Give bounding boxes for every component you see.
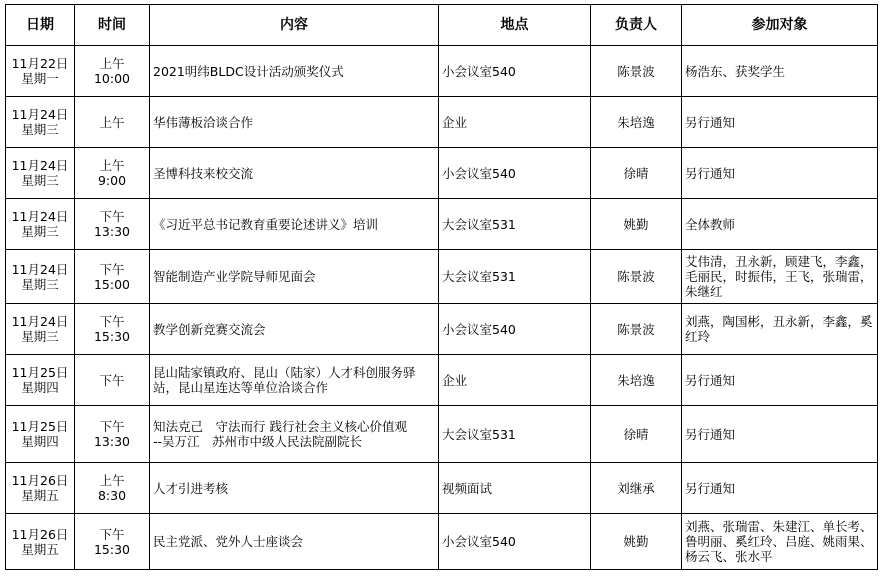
table-row (6, 304, 878, 355)
time-cell-line: 下午 (99, 261, 125, 277)
date-cell-line: 11月22日 (11, 56, 69, 71)
time-cell (75, 199, 150, 250)
time-cell-line: 下午 (99, 526, 125, 542)
content-cell: 2021明纬BLDC设计活动颁奖仪式 (150, 46, 439, 97)
person-cell: 徐晴 (591, 148, 682, 199)
time-cell-line: 10:00 (93, 71, 131, 86)
time-cell-line: 上午 (99, 473, 125, 488)
date-cell-line: 星期三 (21, 329, 59, 344)
content-cell: 民主党派、党外人士座谈会 (150, 514, 439, 570)
date-cell (6, 514, 75, 570)
date-cell (6, 97, 75, 148)
date-cell-line: 星期三 (21, 173, 59, 188)
attendees-cell: 杨浩东、获奖学生 (682, 46, 878, 97)
attendees-cell: 另行通知 (682, 148, 878, 199)
location-cell: 视频面试 (439, 463, 591, 514)
content-cell: 圣博科技来校交流 (150, 148, 439, 199)
time-cell (75, 250, 150, 304)
time-cell-line: 上午 (99, 114, 125, 130)
header-person: 负责人 (591, 5, 682, 46)
attendees-cell: 另行通知 (682, 406, 878, 463)
date-cell-line: 11月26日 (11, 473, 69, 488)
location-cell: 企业 (439, 355, 591, 406)
time-cell-line: 上午 (99, 158, 125, 173)
content-cell: 智能制造产业学院导师见面会 (150, 250, 439, 304)
date-cell (6, 406, 75, 463)
location-cell: 小会议室540 (439, 514, 591, 570)
table-row (6, 199, 878, 250)
content-cell: 知法克己 守法而行 践行社会主义核心价值观 --吴万江 苏州市中级人民法院副院长 (150, 406, 439, 463)
person-cell: 陈景波 (591, 304, 682, 355)
attendees-cell: 另行通知 (682, 97, 878, 148)
person-cell: 徐晴 (591, 406, 682, 463)
header-content: 内容 (150, 5, 439, 46)
time-cell-line: 15:00 (93, 276, 131, 292)
content-cell: 人才引进考核 (150, 463, 439, 514)
time-cell-line: 8:30 (97, 488, 127, 503)
time-cell-line: 15:30 (93, 541, 131, 557)
person-cell: 姚勤 (591, 514, 682, 570)
attendees-cell: 另行通知 (682, 355, 878, 406)
person-cell: 刘继承 (591, 463, 682, 514)
content-cell: 昆山陆家镇政府、昆山（陆家）人才科创服务驿站，昆山星连达等单位洽谈合作 (150, 355, 439, 406)
date-cell-line: 11月25日 (11, 365, 69, 380)
date-cell-line: 星期一 (21, 71, 59, 86)
time-cell-line: 13:30 (93, 434, 131, 449)
date-cell (6, 355, 75, 406)
content-cell: 《习近平总书记教育重要论述讲义》培训 (150, 199, 439, 250)
time-cell (75, 406, 150, 463)
date-cell-line: 星期五 (21, 488, 59, 503)
location-cell: 小会议室540 (439, 148, 591, 199)
location-cell: 大会议室531 (439, 406, 591, 463)
date-cell-line: 11月25日 (11, 419, 69, 434)
time-cell-line: 下午 (99, 419, 125, 434)
person-cell: 朱培逸 (591, 355, 682, 406)
header-attendees: 参加对象 (682, 5, 878, 46)
location-cell: 大会议室531 (439, 250, 591, 304)
content-cell: 华伟薄板洽谈合作 (150, 97, 439, 148)
table-row (6, 250, 878, 304)
header-row (6, 5, 878, 46)
date-cell (6, 250, 75, 304)
table-row (6, 514, 878, 570)
person-cell: 姚勤 (591, 199, 682, 250)
time-cell-line: 下午 (99, 209, 125, 224)
schedule-table (5, 4, 878, 570)
header-location: 地点 (439, 5, 591, 46)
location-cell: 企业 (439, 97, 591, 148)
time-cell (75, 46, 150, 97)
time-cell-line: 下午 (99, 314, 125, 329)
time-cell-line: 15:30 (93, 329, 131, 344)
attendees-cell: 全体教师 (682, 199, 878, 250)
date-cell (6, 463, 75, 514)
table-row (6, 406, 878, 463)
date-cell-line: 11月26日 (11, 526, 69, 542)
date-cell-line: 星期五 (21, 541, 59, 557)
location-cell: 小会议室540 (439, 304, 591, 355)
person-cell: 陈景波 (591, 250, 682, 304)
table-row (6, 97, 878, 148)
date-cell-line: 星期四 (21, 434, 59, 449)
table-row (6, 355, 878, 406)
date-cell-line: 11月24日 (11, 158, 69, 173)
date-cell (6, 46, 75, 97)
location-cell: 大会议室531 (439, 199, 591, 250)
time-cell (75, 97, 150, 148)
table-row (6, 148, 878, 199)
date-cell-line: 11月24日 (11, 314, 69, 329)
date-cell-line: 11月24日 (11, 209, 69, 224)
date-cell (6, 199, 75, 250)
table-row (6, 46, 878, 97)
header-date: 日期 (6, 5, 75, 46)
time-cell-line: 上午 (99, 56, 125, 71)
date-cell-line: 星期三 (21, 276, 59, 292)
time-cell (75, 148, 150, 199)
person-cell: 朱培逸 (591, 97, 682, 148)
date-cell-line: 11月24日 (11, 107, 69, 122)
date-cell-line: 星期三 (21, 122, 59, 137)
person-cell: 陈景波 (591, 46, 682, 97)
location-cell: 小会议室540 (439, 46, 591, 97)
attendees-cell: 另行通知 (682, 463, 878, 514)
attendees-cell: 刘燕、张瑞雷、朱建江、单长考、鲁明丽、奚红玲、吕庭、姚雨果、杨云飞、张水平 (682, 514, 878, 570)
date-cell-line: 星期四 (21, 380, 59, 395)
time-cell-line: 下午 (99, 372, 125, 388)
time-cell (75, 463, 150, 514)
date-cell (6, 148, 75, 199)
time-cell (75, 514, 150, 570)
attendees-cell: 艾伟清，丑永新，顾建飞，李鑫，毛丽民，时振伟，王飞，张瑞雷，朱继红 (682, 250, 878, 304)
table-row (6, 463, 878, 514)
date-cell-line: 星期三 (21, 224, 59, 239)
time-cell-line: 13:30 (93, 224, 131, 239)
time-cell (75, 304, 150, 355)
content-cell: 教学创新竞赛交流会 (150, 304, 439, 355)
date-cell (6, 304, 75, 355)
time-cell-line: 9:00 (97, 173, 127, 188)
date-cell-line: 11月24日 (11, 261, 69, 277)
header-time: 时间 (75, 5, 150, 46)
attendees-cell: 刘燕，陶国彬，丑永新，李鑫，奚红玲 (682, 304, 878, 355)
time-cell (75, 355, 150, 406)
